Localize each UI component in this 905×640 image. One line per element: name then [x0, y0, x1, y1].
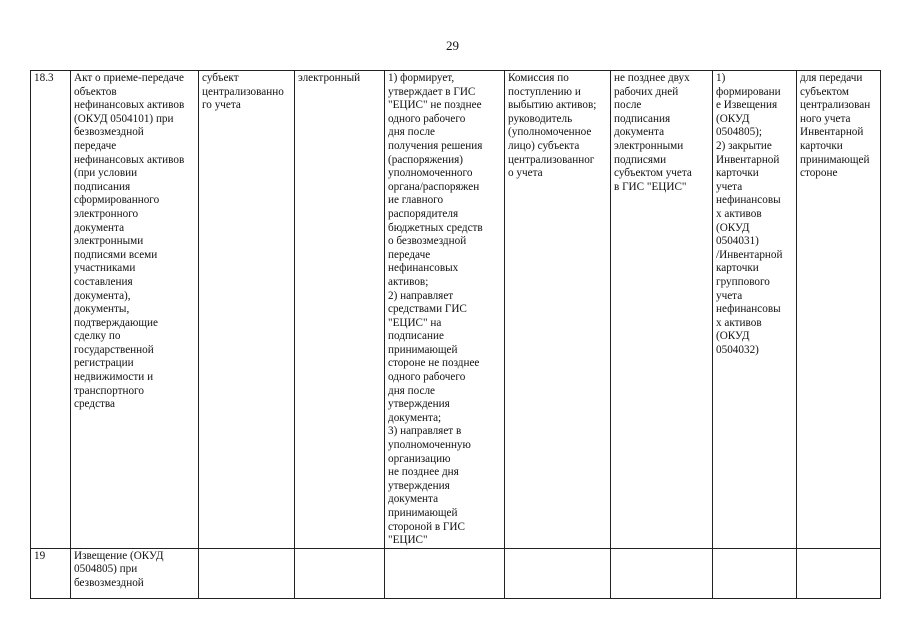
format-cell: электронный	[295, 71, 385, 549]
row-number-cell: 18.3	[31, 71, 71, 549]
document-table	[30, 70, 881, 599]
deadline-cell	[611, 548, 713, 598]
deadline-cell: не позднее двух рабочих дней после подписания документа электронными подписями субъектом учета в ГИС "ЕЦИС"	[611, 71, 713, 549]
purpose-cell	[797, 548, 881, 598]
signer-cell	[505, 548, 611, 598]
row-number-cell: 19	[31, 548, 71, 598]
result-cell: 1) формировани е Извещения (ОКУД 0504805); 2) закрытие Инвентарной карточки учета нефинансовы х активов (ОКУД 0504031) /Инвентарной карточки группового учета нефинансовы х активов (ОКУД 0504032)	[713, 71, 797, 549]
table-row	[31, 548, 881, 598]
page-number: 29	[446, 38, 459, 53]
actions-cell	[385, 548, 505, 598]
signer-cell: Комиссия по поступлению и выбытию активов; руководитель (уполномоченное лицо) субъекта централизованног о учета	[505, 71, 611, 549]
table-row	[31, 71, 881, 549]
document-name-cell: Акт о приеме-передаче объектов нефинансовых активов (ОКУД 0504101) при безвозмездной передаче нефинансовых активов (при условии подписания сформированного электронного документа электронными подписями всеми участниками составления документа), документы, подтверждающие сделку по государственной регистрации недвижимости и транспортного средства	[71, 71, 199, 549]
result-cell	[713, 548, 797, 598]
actions-cell: 1) формирует, утверждает в ГИС "ЕЦИС" не позднее одного рабочего дня после получения решения (распоряжения) уполномоченного органа/распоряжен ие главного распорядителя бюджетных средств о безвозмездной передаче нефинансовых активов; 2) направляет средствами ГИС "ЕЦИС" на подписание принимающей стороне не позднее одного рабочего дня после утверждения документа; 3) направляет в уполномоченную организацию не позднее дня утверждения документа принимающей стороной в ГИС "ЕЦИС"	[385, 71, 505, 549]
creator-cell: субъект централизованно го учета	[199, 71, 295, 549]
document-name-cell: Извещение (ОКУД 0504805) при безвозмездной	[71, 548, 199, 598]
purpose-cell: для передачи субъектом централизован ного учета Инвентарной карточки принимающей стороне	[797, 71, 881, 549]
format-cell	[295, 548, 385, 598]
creator-cell	[199, 548, 295, 598]
